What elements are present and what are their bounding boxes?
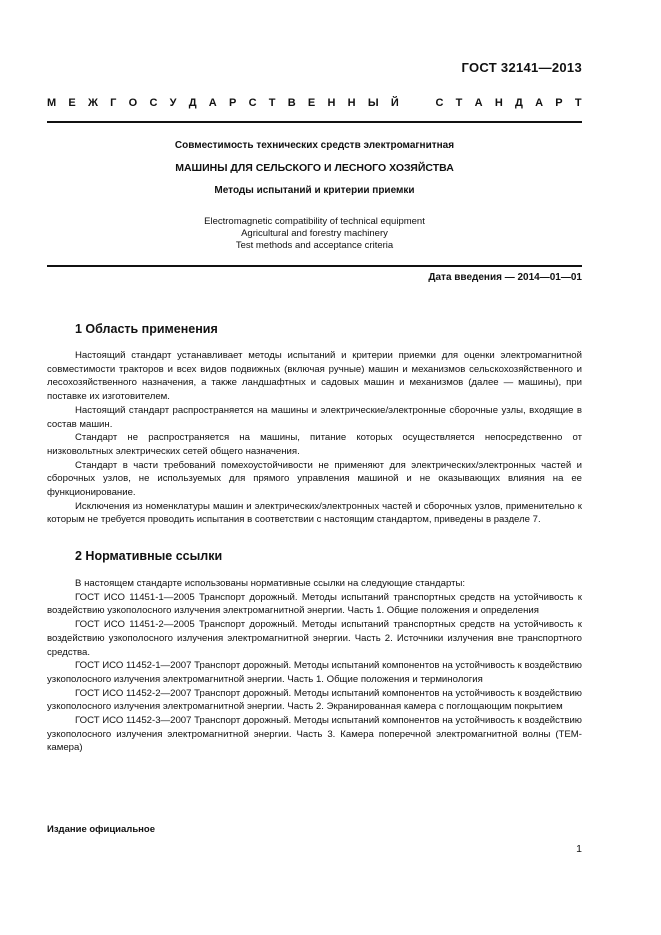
- banner-letter: С: [435, 97, 444, 109]
- english-title-line-1: Electromagnetic compatibility of technical equipment: [204, 216, 425, 227]
- page-number: 1: [576, 843, 582, 855]
- official-edition-note: Издание официальное: [47, 824, 155, 835]
- banner-letter: О: [128, 97, 138, 109]
- paragraph: Стандарт в части требований помехоустойчивости не применяют для электрических/электронных частей и сборочных узлов, не используемых для прямого управления машиной и не оказывающих влияния на ее функционирование.: [47, 459, 582, 499]
- paragraph: В настоящем стандарте использованы нормативные ссылки на следующие стандарты:: [75, 578, 466, 589]
- banner-letter: Н: [494, 97, 503, 109]
- title-line-2: МАШИНЫ ДЛЯ СЕЛЬСКОГО И ЛЕСНОГО ХОЗЯЙСТВА: [175, 162, 454, 174]
- banner-letter: Ы: [367, 97, 379, 109]
- reference-item: ГОСТ ИСО 11452-2—2007 Транспорт дорожный. Методы испытаний компонентов на устойчивость к воздействию узкополосного излучения электромагнитной энергии. Часть 2. Экранированная камера с поглощающим покрытием: [47, 687, 582, 713]
- banner-letter: Н: [347, 97, 356, 109]
- banner-letter: Т: [574, 97, 582, 109]
- interstate-standard-banner: [47, 97, 582, 109]
- banner-letter: У: [169, 97, 177, 109]
- title-line-1: Совместимость технических средств электромагнитная: [174, 140, 455, 151]
- banner-letter: С: [248, 97, 257, 109]
- reference-item: ГОСТ ИСО 11451-1—2005 Транспорт дорожный. Методы испытаний транспортных средств на устойчивость к воздействию узкополосного излучения электромагнитной энергии. Часть 1. Общие положения и определения: [47, 591, 582, 617]
- banner-letter: М: [47, 97, 57, 109]
- banner-letter: А: [535, 97, 544, 109]
- banner-letter: Т: [268, 97, 276, 109]
- banner-letter: Е: [68, 97, 76, 109]
- banner-letter: Д: [515, 97, 523, 109]
- paragraph: Настоящий стандарт устанавливает методы испытаний и критерии приемки для оценки электромагнитной совместимости тракторов и всех видов подвижных (включая ручные) машин и механизмов сельскохозяйственного и лесохозяйственного назначения, а также ландшафтных и садовых машин и механизмов (далее — машины), при поставке их изготовителем.: [47, 350, 582, 403]
- english-title-line-2: Agricultural and forestry machinery: [241, 228, 388, 239]
- reference-item: ГОСТ ИСО 11451-2—2005 Транспорт дорожный. Методы испытаний транспортных средств на устойчивость к воздействию узкополосного излучения электромагнитной энергии. Часть 2. Источники излучения вне транспортного средства.: [47, 619, 582, 658]
- section-2-body: [47, 577, 582, 755]
- banner-letter: А: [474, 97, 483, 109]
- paragraph: Настоящий стандарт распространяется на машины и электрические/электронные сборочные узлы, входящие в состав машин.: [47, 404, 582, 430]
- title-line-3: Методы испытаний и критерии приемки: [214, 185, 415, 196]
- banner-letter: С: [149, 97, 158, 109]
- english-title: [47, 216, 582, 252]
- section-2-heading: 2 Нормативные ссылки: [75, 549, 223, 563]
- paragraph: Исключения из номенклатуры машин и электрических/электронных частей и сборочных узлов, применительно к которым не требуется проводить испытания в соответствии с настоящим стандартом, приведены в разделе 7.: [47, 500, 582, 526]
- reference-item: ГОСТ ИСО 11452-3—2007 Транспорт дорожный. Методы испытаний компонентов на устойчивость к воздействию узкополосного излучения электромагнитной энергии. Часть 3. Камера поперечной электромагнитной волны (ТЕМ-камера): [47, 715, 582, 754]
- standard-number: ГОСТ 32141—2013: [461, 60, 582, 75]
- banner-letter: Н: [327, 97, 336, 109]
- title-divider: [47, 265, 582, 267]
- banner-letter: Д: [188, 97, 197, 109]
- banner-letter: Р: [228, 97, 237, 109]
- banner-letter: Г: [110, 97, 117, 109]
- paragraph: Стандарт не распространяется на машины, питание которых осуществляется непосредственно от низковольтных электрических сетей общего назначения.: [47, 432, 582, 457]
- banner-letter: Р: [555, 97, 563, 109]
- introduction-date: Дата введения — 2014—01—01: [428, 272, 582, 283]
- banner-letter: Т: [455, 97, 463, 109]
- banner-letter: Ж: [87, 97, 98, 109]
- section-1-heading: 1 Область применения: [75, 322, 218, 336]
- banner-letter: В: [287, 97, 296, 109]
- banner-letter: Й: [390, 97, 399, 109]
- english-title-line-3: Test methods and acceptance criteria: [235, 240, 394, 251]
- reference-item: ГОСТ ИСО 11452-1—2007 Транспорт дорожный. Методы испытаний компонентов на устойчивость к воздействию узкополосного излучения электромагнитной энергии. Часть 1. Общие положения и терминология: [47, 660, 582, 685]
- banner-letter: Е: [307, 97, 316, 109]
- top-divider: [47, 121, 582, 123]
- section-1-body: [47, 349, 582, 527]
- banner-letter: А: [208, 97, 217, 109]
